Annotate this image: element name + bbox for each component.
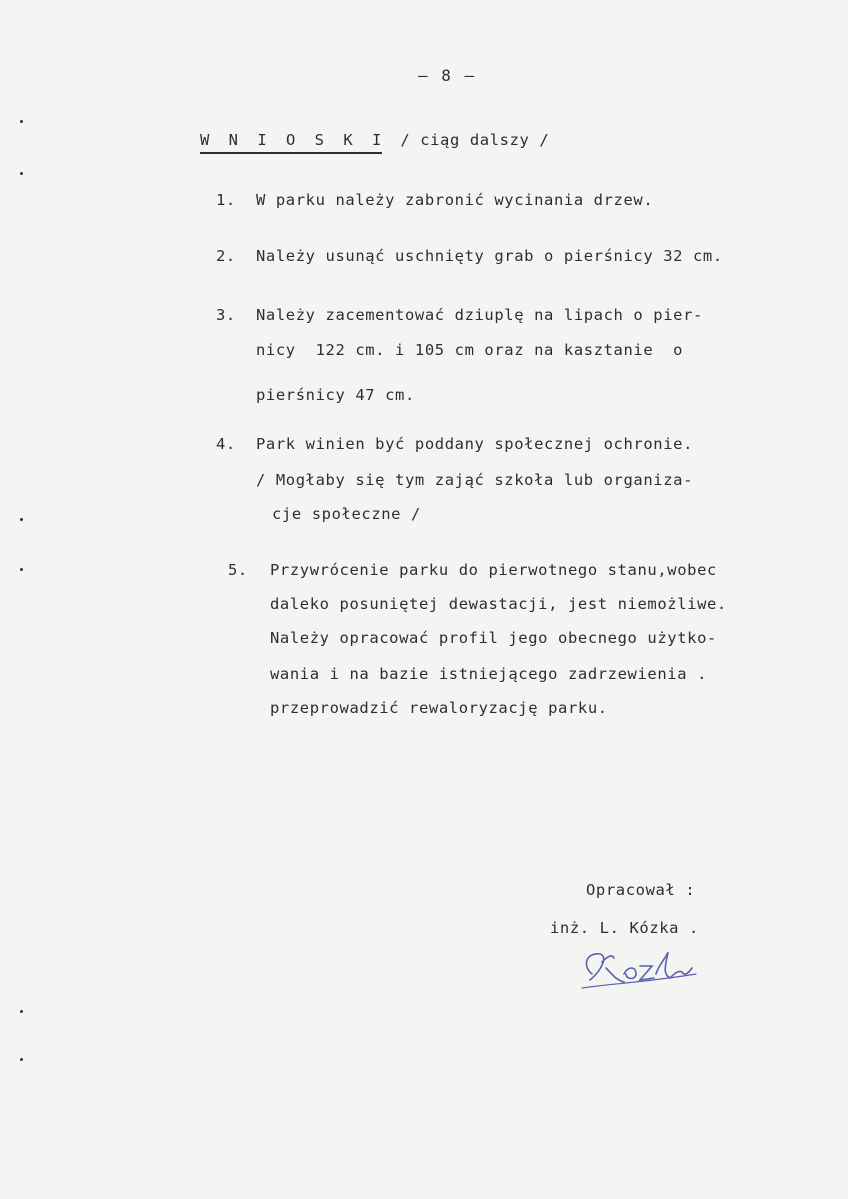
margin-mark [20, 120, 23, 123]
item-3-line-3: pierśnicy 47 cm. [256, 386, 415, 404]
margin-mark [20, 1010, 23, 1013]
margin-mark [20, 518, 23, 521]
item-4-line-3: cje społeczne / [272, 505, 421, 523]
margin-mark [20, 568, 23, 571]
item-4-line-2: / Mogłaby się tym zająć szkoła lub organiza- [256, 471, 693, 489]
page-number: — 8 — [418, 66, 477, 85]
heading-title: W N I O S K I [200, 131, 387, 149]
item-2-number: 2. [216, 247, 236, 265]
item-3-line-1: Należy zacementować dziuplę na lipach o pier- [256, 306, 703, 324]
handwritten-signature [578, 944, 708, 994]
prepared-by-label: Opracował : [586, 881, 696, 899]
item-5-line-1: Przywrócenie parku do pierwotnego stanu,wobec [270, 561, 717, 579]
heading-continuation: / ciąg dalszy / [400, 131, 550, 149]
item-1-number: 1. [216, 191, 236, 209]
item-4-line-1: Park winien być poddany społecznej ochronie. [256, 435, 693, 453]
item-5-line-4: wania i na bazie istniejącego zadrzewienia . [270, 665, 707, 683]
author-name: inż. L. Kózka . [550, 919, 699, 937]
item-3-line-2: nicy 122 cm. i 105 cm oraz na kasztanie o [256, 341, 684, 359]
item-3-number: 3. [216, 306, 236, 324]
item-1-line-1: W parku należy zabronić wycinania drzew. [256, 191, 654, 209]
item-5-line-3: Należy opracować profil jego obecnego użytko- [270, 629, 717, 647]
item-2-line-1: Należy usunąć uschnięty grab o pierśnicy 32 cm. [256, 247, 723, 265]
section-heading [200, 130, 549, 150]
margin-mark [20, 172, 23, 175]
margin-mark [20, 1058, 23, 1061]
item-5-number: 5. [228, 561, 248, 579]
item-5-line-2: daleko posuniętej dewastacji, jest niemożliwe. [270, 595, 727, 613]
item-5-line-5: przeprowadzić rewaloryzację parku. [270, 699, 608, 717]
item-4-number: 4. [216, 435, 236, 453]
